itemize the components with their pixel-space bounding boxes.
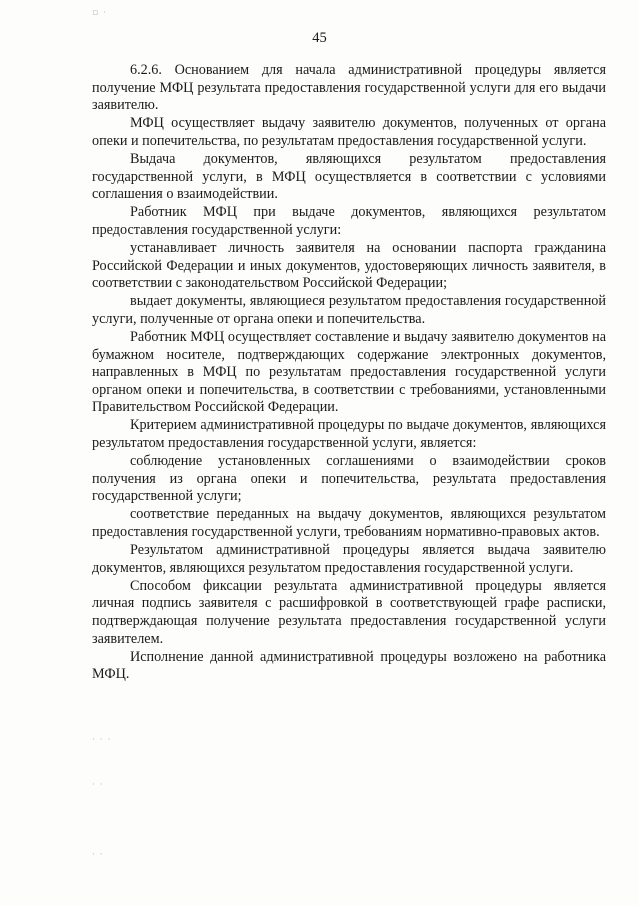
scan-artifact: · · · xyxy=(92,735,112,745)
paragraph: Выдача документов, являющихся результатом предоставления государственной услуги, в МФЦ осуществляется в соответствии с условиями соглашения о взаимодействии. xyxy=(92,150,606,203)
paragraph: устанавливает личность заявителя на основании паспорта гражданина Российской Федерации и иных документов, удостоверяющих личность заявителя, в соответствии с законодательством Российской Федерации; xyxy=(92,239,606,292)
page-number: 45 xyxy=(312,30,327,46)
paragraph: Исполнение данной административной процедуры возложено на работника МФЦ. xyxy=(92,648,606,683)
paragraph: соответствие переданных на выдачу документов, являющихся результатом предоставления государственной услуги, требованиям нормативно-правовых актов. xyxy=(92,506,606,540)
document-body xyxy=(92,62,606,684)
paragraph: выдает документы, являющиеся результатом предоставления государственной услуги, полученные от органа опеки и попечительства. xyxy=(92,293,606,327)
paragraph: Результатом административной процедуры является выдача заявителю документов, являющихся результатом предоставления государственной услуги. xyxy=(92,542,606,576)
scan-artifact: ▫ · xyxy=(92,8,107,18)
scan-artifact: · · xyxy=(92,780,104,790)
paragraph: Работник МФЦ осуществляет составление и выдачу заявителю документов на бумажном носителе, подтверждающих содержание электронных документов, направленных в МФЦ по результатам предоставления государственной услуги органом опеки и попечительства, в соответствии с требованиями, установленными Правительством Российской Федерации. xyxy=(92,328,606,416)
scan-artifact: · · xyxy=(92,850,104,860)
paragraph: Способом фиксации результата административной процедуры является личная подпись заявителя с расшифровкой в соответствующей графе расписки, подтверждающая получение результата предоставления государственной услуги заявителем. xyxy=(92,577,606,647)
paragraph: Критерием административной процедуры по выдаче документов, являющихся результатом предоставления государственной услуги, является: xyxy=(92,417,606,451)
paragraph: МФЦ осуществляет выдачу заявителю документов, полученных от органа опеки и попечительства, по результатам предоставления государственной услуги. xyxy=(92,115,606,149)
paragraph: 6.2.6. Основанием для начала административной процедуры является получение МФЦ результата предоставления государственной услуги для его выдачи заявителю. xyxy=(92,62,606,114)
paragraph: Работник МФЦ при выдаче документов, являющихся результатом предоставления государственной услуги: xyxy=(92,204,606,238)
paragraph: соблюдение установленных соглашениями о взаимодействии сроков получения из органа опеки и попечительства, результата предоставления государственной услуги; xyxy=(92,453,606,505)
